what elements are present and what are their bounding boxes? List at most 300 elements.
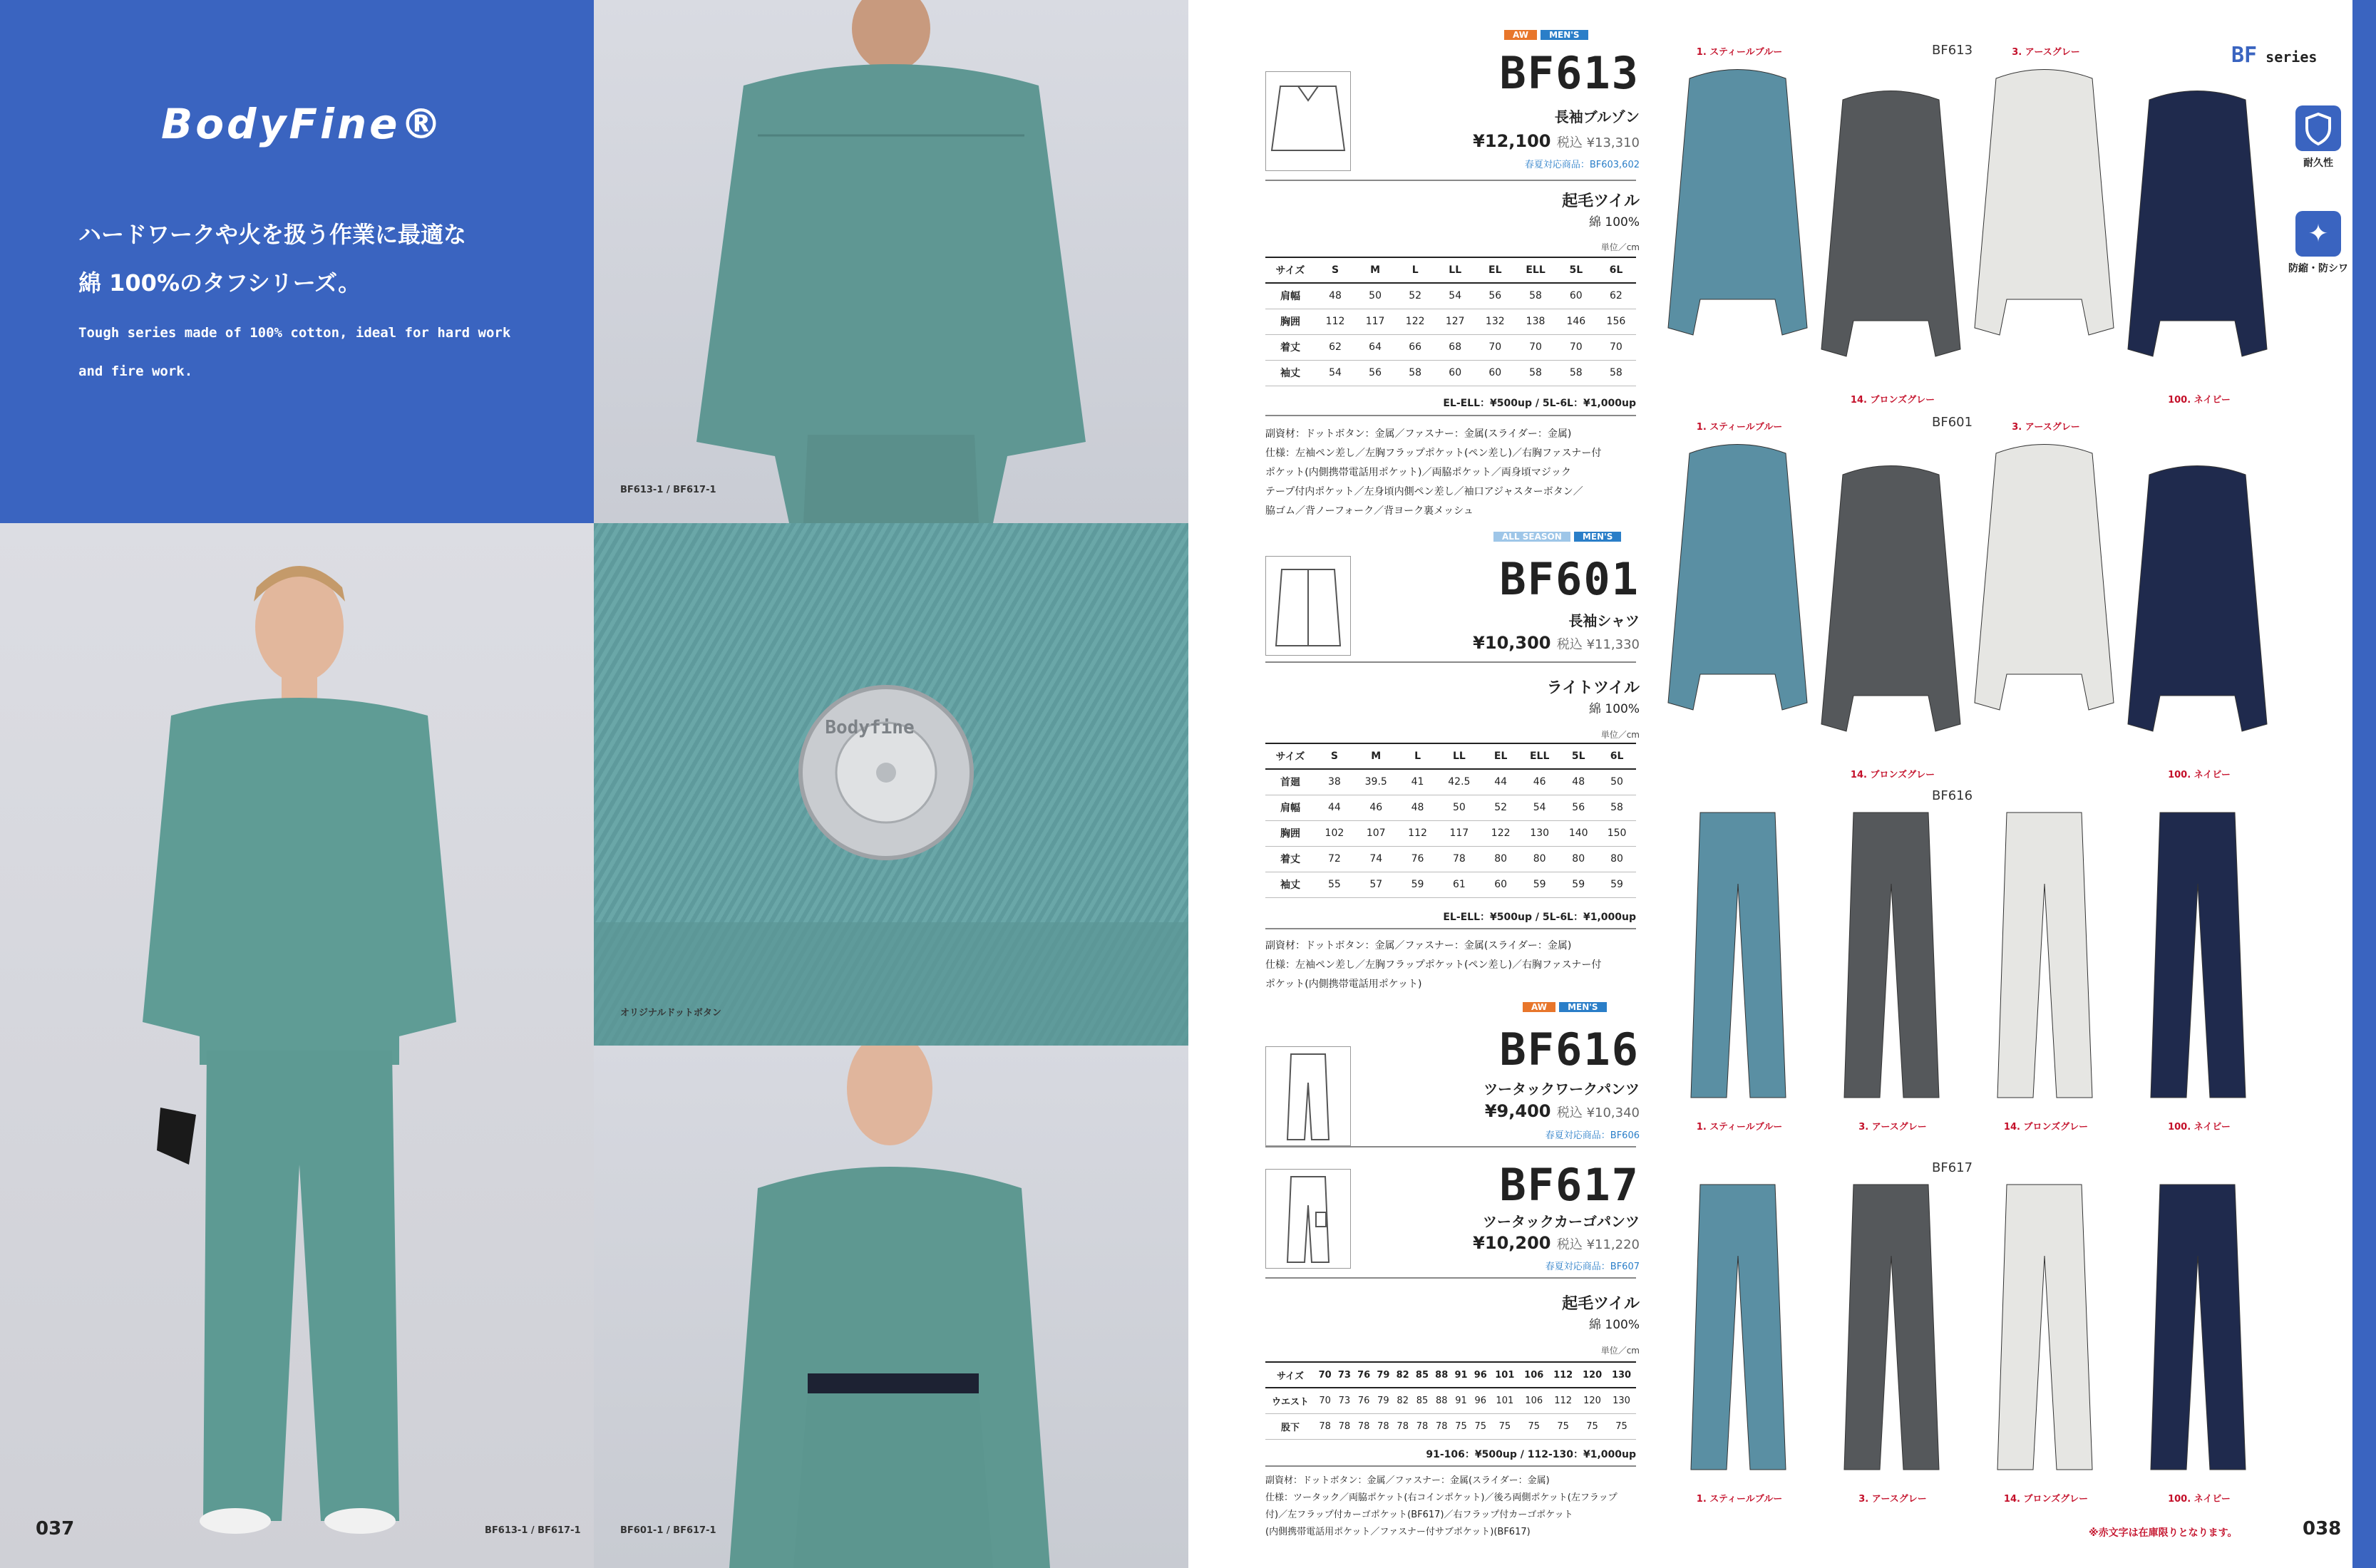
table-cell: 55 (1315, 872, 1354, 897)
bf617-tax-price: 税込 ¥11,220 (1556, 1237, 1640, 1252)
table-cell: 70 (1556, 334, 1596, 360)
note-line: 脇ゴム／背ノーフォーク／背ヨーク裏メッシュ (1265, 505, 1474, 517)
table-cell: 122 (1395, 309, 1435, 334)
side-tab (2352, 0, 2376, 1568)
table-cell: 78 (1393, 1413, 1412, 1439)
table-cell: 78 (1354, 1413, 1374, 1439)
bf613-code: BF613 (1499, 47, 1640, 99)
table-cell: LL (1436, 743, 1481, 769)
divider (1265, 1277, 1636, 1279)
table-cell: 44 (1481, 769, 1520, 795)
bf613-season: 春夏対応商品：BF603,602 (1524, 160, 1640, 170)
caption-back: BF613-1 / BF617-1 (620, 485, 716, 495)
table-cell: サイズ (1265, 1362, 1315, 1388)
divider (1265, 1465, 1636, 1467)
table-cell: 42.5 (1436, 769, 1481, 795)
garment-image (1968, 805, 2121, 1105)
table-cell: L (1395, 257, 1435, 283)
table-cell: 袖丈 (1265, 360, 1315, 386)
table-cell: 91 (1451, 1388, 1471, 1413)
badge-mens: MEN'S (1574, 532, 1622, 542)
table-cell: 70 (1315, 1362, 1334, 1388)
table-cell: 50 (1598, 769, 1636, 795)
color-label: 14. ブロンズグレー (1850, 395, 1935, 406)
table-cell: 106 (1519, 1362, 1548, 1388)
table-cell: 60 (1475, 360, 1515, 386)
table-cell: 70 (1596, 334, 1636, 360)
color-label: 3. アースグレー (2012, 422, 2080, 433)
table-cell: L (1399, 743, 1437, 769)
badge-aw: AW (1523, 1002, 1555, 1012)
table-cell: 88 (1432, 1362, 1451, 1388)
badge-mens: MEN'S (1541, 30, 1588, 40)
bf601-colors-title: BF601 (1932, 415, 1973, 430)
table-cell: 59 (1598, 872, 1636, 897)
bf616-tax-price: 税込 ¥10,340 (1556, 1105, 1640, 1120)
bf601-notes (1265, 937, 1636, 994)
table-cell: 82 (1393, 1362, 1412, 1388)
table-cell: 73 (1334, 1362, 1354, 1388)
table-cell: 117 (1355, 309, 1395, 334)
table-cell: 60 (1556, 283, 1596, 309)
bf616-badges (1523, 998, 1607, 1016)
table-cell: S (1315, 257, 1355, 283)
bf617-notes (1265, 1472, 1636, 1541)
table-cell: 48 (1399, 795, 1437, 820)
table-cell: 78 (1436, 846, 1481, 872)
table-cell: サイズ (1265, 743, 1315, 769)
table-cell: 52 (1481, 795, 1520, 820)
bf617-colors-title: BF617 (1932, 1160, 1973, 1175)
bf616-gallery (1661, 805, 2274, 1155)
table-cell: 76 (1354, 1388, 1374, 1413)
bf617-size-table (1265, 1361, 1636, 1440)
table-row (1265, 283, 1636, 309)
table-cell: 54 (1435, 283, 1475, 309)
note-line: ポケット(内側携帯電話用ポケット)／両脇ポケット／両身頃マジック (1265, 467, 1571, 478)
table-cell: 88 (1432, 1388, 1451, 1413)
garment-image (2121, 453, 2274, 767)
color-label: 14. ブロンズグレー (1850, 770, 1935, 780)
bf613-badges (1504, 26, 1588, 44)
garment-image (1814, 805, 1968, 1105)
table-cell: 46 (1354, 795, 1399, 820)
table-cell: 胸囲 (1265, 309, 1315, 334)
bf616-technical-drawing (1265, 1046, 1351, 1146)
table-cell: 59 (1399, 872, 1437, 897)
table-cell: 120 (1578, 1388, 1607, 1413)
bf601-technical-drawing (1265, 556, 1351, 656)
table-cell: ELL (1520, 743, 1559, 769)
bf617-gallery (1661, 1177, 2274, 1520)
table-cell: 58 (1515, 283, 1555, 309)
divider (1265, 1146, 1636, 1147)
icon-label-durability: 耐久性 (2303, 158, 2333, 169)
table-cell: 72 (1315, 846, 1354, 872)
table-cell: 140 (1559, 820, 1598, 846)
table-cell: EL (1481, 743, 1520, 769)
table-row (1265, 820, 1636, 846)
table-cell: 5L (1559, 743, 1598, 769)
bf617-season: 春夏対応商品：BF607 (1545, 1262, 1640, 1272)
note-line: 付)／左フラップ付カーゴポケット(BF617)／右フラップ付カーゴポケット (1265, 1510, 1573, 1520)
table-cell: 75 (1578, 1413, 1607, 1439)
bf613-name: 長袖ブルゾン (1554, 108, 1640, 125)
table-cell: 80 (1559, 846, 1598, 872)
table-cell: 6L (1596, 257, 1636, 283)
garment-image (1814, 78, 1968, 392)
table-cell: 48 (1315, 283, 1355, 309)
icon-durability (2295, 105, 2350, 170)
bf601-fabric: ライトツイル (1546, 679, 1640, 697)
photo-button-closeup (594, 523, 1188, 1046)
color-label: 1. スティールブルー (1696, 47, 1783, 58)
table-cell: 112 (1548, 1362, 1578, 1388)
catch-en-line-2: and fire work. (78, 363, 193, 379)
bf616-code: BF616 (1499, 1023, 1640, 1076)
table-cell: 54 (1520, 795, 1559, 820)
bf601-price-value: ¥10,300 (1473, 633, 1551, 653)
table-cell: 156 (1596, 309, 1636, 334)
table-cell: 117 (1436, 820, 1481, 846)
garment-image (1661, 805, 1814, 1105)
table-cell: 73 (1334, 1388, 1354, 1413)
icon-label-shrink: 防縮・防シワ (2288, 263, 2348, 274)
bf601-name: 長袖シャツ (1568, 612, 1640, 629)
bf613-extra: EL-ELL：¥500up / 5L-6L：¥1,000up (1443, 398, 1636, 409)
table-cell: 96 (1471, 1388, 1490, 1413)
shield-icon (2295, 105, 2341, 151)
table-cell: 130 (1520, 820, 1559, 846)
table-cell: 59 (1520, 872, 1559, 897)
color-label: 3. アースグレー (1858, 1494, 1927, 1505)
table-cell: サイズ (1265, 257, 1315, 283)
table-cell: 76 (1354, 1362, 1374, 1388)
badge-aw: AW (1504, 30, 1537, 40)
badge-all-season: ALL SEASON (1493, 532, 1570, 542)
table-cell: 75 (1519, 1413, 1548, 1439)
shirt-model-illustration (594, 1046, 1188, 1568)
table-cell: 96 (1471, 1362, 1490, 1388)
table-cell: EL (1475, 257, 1515, 283)
table-cell: 62 (1596, 283, 1636, 309)
garment-image (2121, 78, 2274, 392)
table-cell: 127 (1435, 309, 1475, 334)
bf601-cotton: 綿 100% (1588, 702, 1640, 716)
table-cell: 62 (1315, 334, 1355, 360)
icon-shrink (2288, 211, 2350, 275)
photo-model (0, 523, 594, 1568)
table-cell: 着丈 (1265, 334, 1315, 360)
table-cell: 38 (1315, 769, 1354, 795)
note-line: 副資材：ドットボタン：金属／ファスナー：金属(スライダー：金属) (1265, 1475, 1550, 1486)
table-cell: 101 (1490, 1388, 1519, 1413)
note-line: ポケット(内側携帯電話用ポケット) (1265, 979, 1422, 990)
table-cell: 102 (1315, 820, 1354, 846)
note-line: 仕様：左袖ペン差し／左胸フラップポケット(ペン差し)／右胸ファスナー付 (1265, 448, 1602, 459)
table-cell: 150 (1598, 820, 1636, 846)
note-line: (内側携帯電話用ポケット／ファスナー付サブポケット)(BF617) (1265, 1527, 1531, 1537)
badge-mens: MEN'S (1559, 1002, 1607, 1012)
table-cell: 66 (1395, 334, 1435, 360)
back-view-illustration (594, 0, 1188, 523)
table-cell: 57 (1354, 872, 1399, 897)
garment-image (2121, 805, 2274, 1105)
bf616-season: 春夏対応商品：BF606 (1545, 1130, 1640, 1141)
table-cell: 58 (1596, 360, 1636, 386)
bf601-unit: 単位／cm (1600, 730, 1640, 740)
garment-image (1661, 1177, 1814, 1477)
table-cell: 122 (1481, 820, 1520, 846)
table-cell: 胸囲 (1265, 820, 1315, 846)
bf613-tax-price: 税込 ¥13,310 (1556, 135, 1640, 150)
table-cell: 61 (1436, 872, 1481, 897)
table-cell: 46 (1520, 769, 1559, 795)
table-cell: 70 (1315, 1388, 1334, 1413)
catch-copy-en (78, 314, 563, 391)
table-cell: 80 (1481, 846, 1520, 872)
table-cell: 85 (1412, 1362, 1431, 1388)
table-cell: 75 (1451, 1413, 1471, 1439)
table-cell: 70 (1515, 334, 1555, 360)
table-cell: 75 (1490, 1413, 1519, 1439)
table-cell: 130 (1607, 1388, 1636, 1413)
table-cell: 6L (1598, 743, 1636, 769)
table-cell: 64 (1355, 334, 1395, 360)
bf613-unit: 単位／cm (1600, 242, 1640, 252)
table-cell: M (1355, 257, 1395, 283)
button-engraving: Bodyfine (825, 717, 915, 738)
divider (1265, 928, 1636, 929)
table-cell: 79 (1374, 1362, 1393, 1388)
table-row (1265, 360, 1636, 386)
garment-image (1661, 432, 1814, 746)
garment-image (1814, 1177, 1968, 1477)
bf617-unit: 単位／cm (1600, 1346, 1640, 1356)
color-label: 14. ブロンズグレー (2003, 1494, 2089, 1505)
table-cell: ELL (1515, 257, 1555, 283)
bf617-extra: 91-106：¥500up / 112-130：¥1,000up (1426, 1449, 1636, 1460)
bf613-fabric: 起毛ツイル (1562, 192, 1640, 210)
bf617-code: BF617 (1499, 1159, 1640, 1211)
table-row (1265, 846, 1636, 872)
table-cell: 60 (1435, 360, 1475, 386)
series-code: BF (2231, 43, 2258, 68)
table-cell: 首廻 (1265, 769, 1315, 795)
table-row (1265, 769, 1636, 795)
table-cell: 79 (1374, 1388, 1393, 1413)
color-label: 100. ネイビー (2168, 395, 2231, 406)
table-row (1265, 1362, 1636, 1388)
table-cell: 56 (1355, 360, 1395, 386)
table-cell: 75 (1607, 1413, 1636, 1439)
table-cell: 股下 (1265, 1413, 1315, 1439)
table-cell: 70 (1475, 334, 1515, 360)
garment-image (1968, 1177, 2121, 1477)
bf616-name: ツータックワークパンツ (1483, 1080, 1640, 1098)
table-row (1265, 795, 1636, 820)
catch-en-line-1: Tough series made of 100% cotton, ideal for hard work (78, 325, 511, 341)
table-cell: 44 (1315, 795, 1354, 820)
series-word: series (2266, 48, 2318, 66)
table-cell: 130 (1607, 1362, 1636, 1388)
table-cell: 56 (1475, 283, 1515, 309)
table-cell: 52 (1395, 283, 1435, 309)
table-cell: 85 (1412, 1388, 1431, 1413)
color-label: 1. スティールブルー (1696, 1494, 1783, 1505)
brand-logo: BodyFine® (161, 100, 445, 148)
bf613-size-table (1265, 257, 1636, 386)
color-label: 100. ネイビー (2168, 770, 2231, 780)
color-label: 3. アースグレー (2012, 47, 2080, 58)
bf613-technical-drawing (1265, 71, 1351, 171)
bf617-technical-drawing (1265, 1169, 1351, 1269)
note-line: 副資材：ドットボタン：金属／ファスナー：金属(スライダー：金属) (1265, 428, 1572, 440)
table-cell: 58 (1598, 795, 1636, 820)
table-cell: 76 (1399, 846, 1437, 872)
table-cell: 78 (1334, 1413, 1354, 1439)
table-cell: 5L (1556, 257, 1596, 283)
stock-note: ※赤文字は在庫限りとなります。 (2089, 1527, 2238, 1539)
sparkle-icon: ✦ (2295, 211, 2341, 257)
garment-image (1968, 432, 2121, 746)
table-cell: 80 (1598, 846, 1636, 872)
table-cell: 112 (1548, 1388, 1578, 1413)
bf617-fabric: 起毛ツイル (1562, 1295, 1640, 1313)
table-cell: LL (1435, 257, 1475, 283)
table-cell: 着丈 (1265, 846, 1315, 872)
table-cell: 50 (1355, 283, 1395, 309)
table-cell: S (1315, 743, 1354, 769)
color-label: 1. スティールブルー (1696, 422, 1783, 433)
bf613-cotton: 綿 100% (1588, 215, 1640, 229)
table-row (1265, 309, 1636, 334)
table-cell: 101 (1490, 1362, 1519, 1388)
divider (1265, 415, 1636, 416)
table-cell: 58 (1395, 360, 1435, 386)
table-cell: 58 (1556, 360, 1596, 386)
table-cell: 112 (1399, 820, 1437, 846)
table-cell: 82 (1393, 1388, 1412, 1413)
caption-model: BF613-1 / BF617-1 (485, 1525, 581, 1536)
color-label: 14. ブロンズグレー (2003, 1122, 2089, 1133)
bf601-code: BF601 (1499, 553, 1640, 605)
catch-line-1: ハードワークや火を扱う作業に最適な (78, 221, 467, 248)
color-label: 3. アースグレー (1858, 1122, 1927, 1133)
note-line: 副資材：ドットボタン：金属／ファスナー：金属(スライダー：金属) (1265, 940, 1572, 951)
bf617-cotton: 綿 100% (1588, 1318, 1640, 1332)
color-label: 100. ネイビー (2168, 1494, 2231, 1505)
catch-line-2: 綿 100%のタフシリーズ。 (78, 269, 361, 296)
table-cell: 138 (1515, 309, 1555, 334)
bf617-price (1404, 1233, 1640, 1253)
bf617-name: ツータックカーゴパンツ (1483, 1213, 1640, 1230)
table-cell: 59 (1559, 872, 1598, 897)
garment-image (2121, 1177, 2274, 1477)
table-row (1265, 334, 1636, 360)
table-cell: 75 (1548, 1413, 1578, 1439)
table-cell: 肩幅 (1265, 283, 1315, 309)
table-row (1265, 1413, 1636, 1439)
table-row (1265, 1388, 1636, 1413)
table-row (1265, 872, 1636, 897)
bf601-tax-price: 税込 ¥11,330 (1556, 637, 1640, 652)
table-cell: 68 (1435, 334, 1475, 360)
model-illustration (0, 523, 594, 1568)
right-page-number: 038 (2303, 1518, 2342, 1539)
bf616-price (1404, 1101, 1640, 1121)
bf617-price-value: ¥10,200 (1473, 1233, 1551, 1253)
table-cell: 78 (1374, 1413, 1393, 1439)
table-cell: 袖丈 (1265, 872, 1315, 897)
bf601-size-table (1265, 743, 1636, 898)
table-cell: M (1354, 743, 1399, 769)
note-line: テープ付内ポケット／左身頃内側ペン差し／袖口アジャスターボタン／ (1265, 486, 1583, 497)
table-cell: 120 (1578, 1362, 1607, 1388)
bf601-price (1404, 633, 1640, 653)
table-cell: 106 (1519, 1388, 1548, 1413)
table-cell: 41 (1399, 769, 1437, 795)
table-cell: 91 (1451, 1362, 1471, 1388)
table-cell: 78 (1315, 1413, 1334, 1439)
table-cell: 60 (1481, 872, 1520, 897)
garment-image (1968, 57, 2121, 371)
table-cell: 75 (1471, 1413, 1490, 1439)
table-cell: 78 (1432, 1413, 1451, 1439)
bf601-badges (1493, 527, 1621, 546)
table-row (1265, 743, 1636, 769)
bf616-colors-title: BF616 (1932, 788, 1973, 803)
bf613-price (1404, 131, 1640, 151)
table-cell: 56 (1559, 795, 1598, 820)
table-cell: 58 (1515, 360, 1555, 386)
table-cell: 146 (1556, 309, 1596, 334)
bf616-price-value: ¥9,400 (1484, 1101, 1551, 1121)
garment-image (1814, 453, 1968, 767)
table-cell: 80 (1520, 846, 1559, 872)
left-page-number: 037 (36, 1518, 75, 1539)
bf613-price-value: ¥12,100 (1473, 131, 1551, 151)
note-line: 仕様：左袖ペン差し／左胸フラップポケット(ペン差し)／右胸ファスナー付 (1265, 959, 1602, 971)
bf613-notes (1265, 425, 1636, 521)
caption-button: オリジナルドットボタン (620, 1008, 721, 1018)
photo-shirt-model (594, 1046, 1188, 1568)
button-illustration (594, 523, 1188, 1046)
divider (1265, 180, 1636, 181)
garment-image (1661, 57, 1814, 371)
table-cell: 132 (1475, 309, 1515, 334)
table-cell: ウエスト (1265, 1388, 1315, 1413)
table-cell: 54 (1315, 360, 1355, 386)
table-cell: 78 (1412, 1413, 1431, 1439)
catch-copy (78, 210, 466, 307)
table-cell: 50 (1436, 795, 1481, 820)
note-line: 仕様：ツータック／両脇ポケット(右コインポケット)／後ろ両側ポケット(左フラップ (1265, 1492, 1618, 1503)
table-cell: 48 (1559, 769, 1598, 795)
table-cell: 107 (1354, 820, 1399, 846)
table-cell: 39.5 (1354, 769, 1399, 795)
divider (1265, 661, 1636, 663)
table-cell: 112 (1315, 309, 1355, 334)
bf601-extra: EL-ELL：¥500up / 5L-6L：¥1,000up (1443, 912, 1636, 923)
color-label: 1. スティールブルー (1696, 1122, 1783, 1133)
table-row (1265, 257, 1636, 283)
photo-back-view (594, 0, 1188, 523)
bf613-colors-title: BF613 (1932, 43, 1973, 58)
table-cell: 肩幅 (1265, 795, 1315, 820)
caption-shirt: BF601-1 / BF617-1 (620, 1525, 716, 1536)
table-cell: 74 (1354, 846, 1399, 872)
